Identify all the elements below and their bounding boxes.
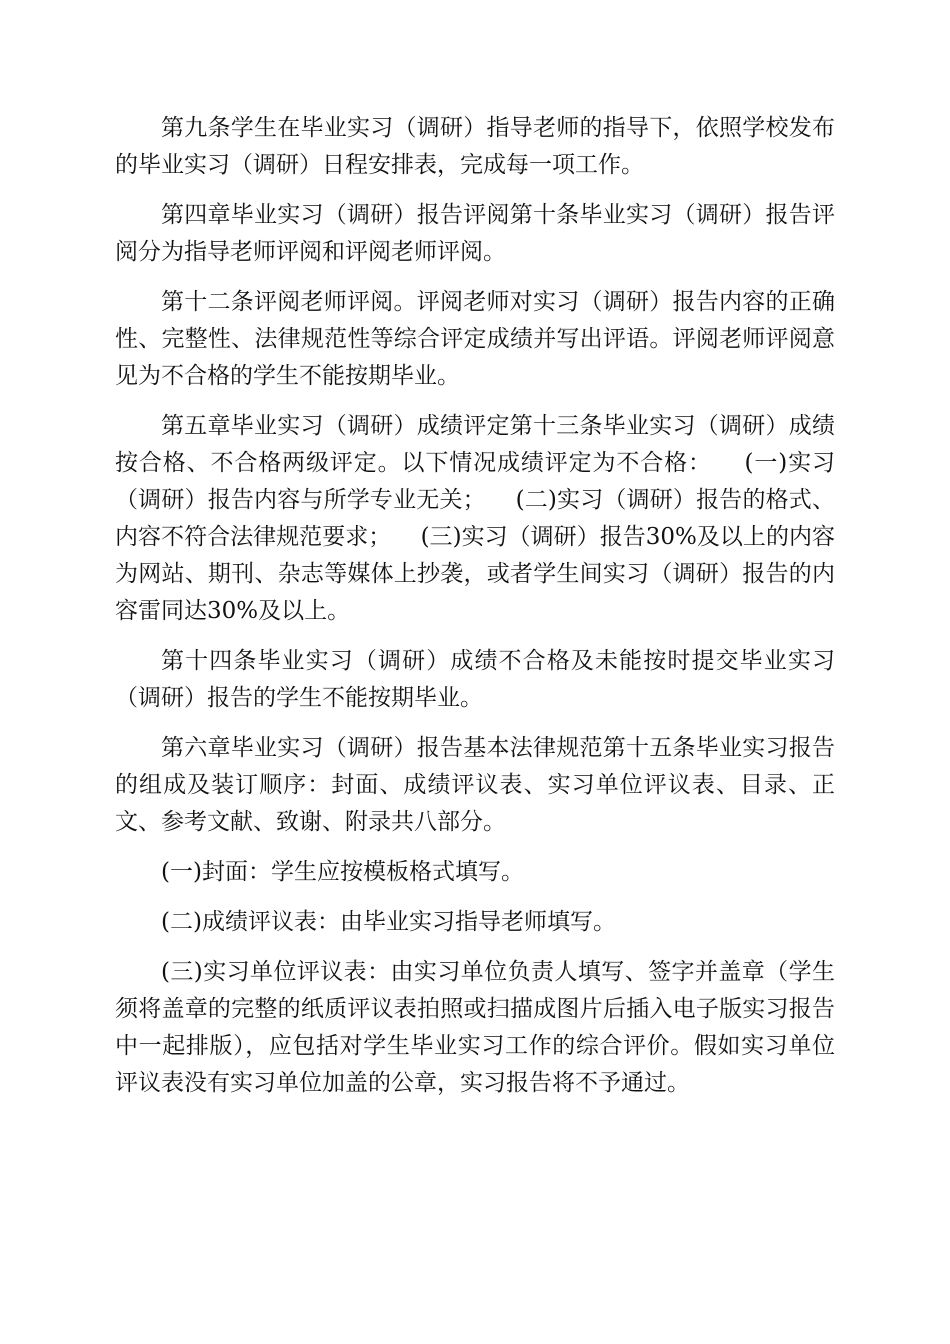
paragraph-item-unit-form: (三)实习单位评议表：由实习单位负责人填写、签字并盖章（学生须将盖章的完整的纸质评议表拍照或扫描成图片后插入电子版实习报告中一起排版），应包括对学生毕业实习工作的综合评价。假如实习单位评议表没有实习单位加盖的公章，实习报告将不予通过。 bbox=[115, 959, 835, 1096]
paragraph-item-cover: (一)封面：学生应按模板格式填写。 bbox=[161, 859, 524, 885]
document-body bbox=[115, 110, 835, 1115]
paragraph-chapter-6-article-15: 第六章毕业实习（调研）报告基本法律规范第十五条毕业实习报告的组成及装订顺序：封面、成绩评议表、实习单位评议表、目录、正文、参考文献、致谢、附录共八部分。 bbox=[115, 735, 835, 835]
paragraph-article-9: 第九条学生在毕业实习（调研）指导老师的指导下，依照学校发布的毕业实习（调研）日程安排表，完成每一项工作。 bbox=[115, 115, 835, 178]
paragraph-article-12: 第十二条评阅老师评阅。评阅老师对实习（调研）报告内容的正确性、完整性、法律规范性等综合评定成绩并写出评语。评阅老师评阅意见为不合格的学生不能按期毕业。 bbox=[115, 289, 835, 389]
paragraph-chapter-4-article-10: 第四章毕业实习（调研）报告评阅第十条毕业实习（调研）报告评阅分为指导老师评阅和评阅老师评阅。 bbox=[115, 202, 835, 265]
paragraph-chapter-5-article-13: 第五章毕业实习（调研）成绩评定第十三条毕业实习（调研）成绩按合格、不合格两级评定。以下情况成绩评定为不合格： (一)实习（调研）报告内容与所学专业无关； (二)实习（调研）报告的格式、内容不符合法律规范要求； (三)实习（调研）报告30%及以上的内容为网站、期刊、杂志等媒体上抄袭，或者学生间实习（调研）报告的内容雷同达30%及以上。 bbox=[115, 413, 835, 624]
paragraph-item-grade-form: (二)成绩评议表：由毕业实习指导老师填写。 bbox=[161, 909, 616, 935]
paragraph-article-14: 第十四条毕业实习（调研）成绩不合格及未能按时提交毕业实习（调研）报告的学生不能按期毕业。 bbox=[115, 648, 835, 711]
